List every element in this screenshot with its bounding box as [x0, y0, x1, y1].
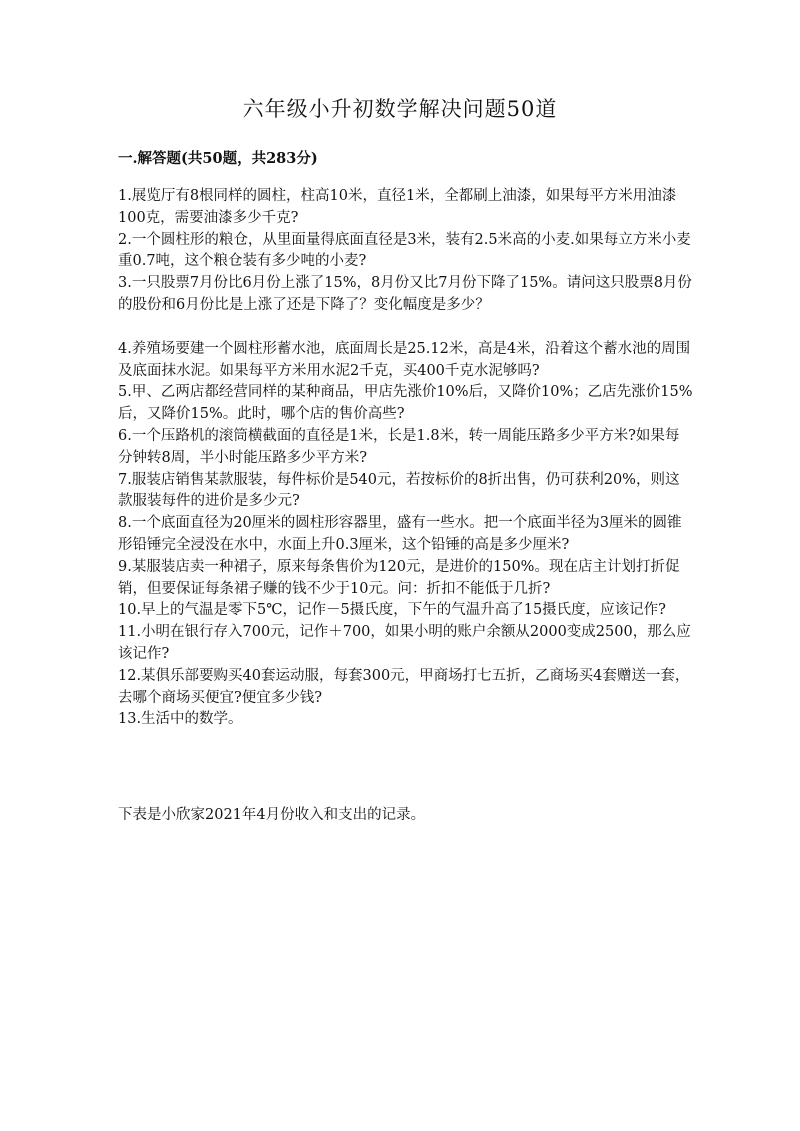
section-heading: 一.解答题(共50题，共283分): [118, 150, 318, 167]
question-item: 12.某俱乐部要购买40套运动服，每套300元，甲商场打七五折，乙商场买4套赠送一套，去哪个商场买便宜?便宜多少钱?: [118, 667, 690, 706]
question-item: 7.服装店销售某款服装，每件标价是540元，若按标价的8折出售，仍可获利20%，则这款服装每件的进价是多少元?: [118, 471, 680, 510]
question-item: 11.小明在银行存入700元，记作＋700，如果小明的账户余额从2000变成2500，那么应该记作?: [118, 624, 691, 662]
question-item: 4.养殖场要建一个圆柱形蓄水池，底面周长是25.12米，高是4米，沿着这个蓄水池的周围及底面抹水泥。如果每平方米用水泥2千克，买400千克水泥够吗?: [118, 340, 691, 379]
question-item: 9.某服装店卖一种裙子，原来每条售价为120元，是进价的150%。现在店主计划打折促销，但要保证每条裙子赚的钱不少于10元。问：折扣不能低于几折?: [118, 558, 680, 597]
question-list: [118, 186, 693, 731]
document-title: 六年级小升初数学解决问题50道: [242, 97, 558, 121]
question-item: 2.一个圆柱形的粮仓，从里面量得底面直径是3米，装有2.5米高的小麦.如果每立方米小麦重0.7吨，这个粮仓装有多少吨的小麦?: [118, 231, 691, 270]
question-item: 6.一个压路机的滚筒横截面的直径是1米，长是1.8米，转一周能压路多少平方米?如果每分钟转8周，半小时能压路多少平方米?: [118, 427, 680, 466]
question-item: 13.生活中的数学。: [118, 711, 243, 728]
question-item: 1.展览厅有8根同样的圆柱，柱高10米，直径1米，全都刷上油漆，如果每平方米用油漆100克，需要油漆多少千克?: [118, 188, 677, 226]
table-intro-text: 下表是小欣家2021年4月份收入和支出的记录。: [118, 807, 426, 823]
question-item: 5.甲、乙两店都经营同样的某种商品，甲店先涨价10%后，又降价10%；乙店先涨价15%后，又降价15%。此时，哪个店的售价高些?: [118, 384, 693, 423]
question-item: 10.早上的气温是零下5℃，记作－5摄氏度，下午的气温升高了15摄氏度，应该记作?: [118, 602, 666, 619]
question-item: 8.一个底面直径为20厘米的圆柱形容器里，盛有一些水。把一个底面半径为3厘米的圆锥形铅锤完全浸没在水中，水面上升0.3厘米，这个铅锤的高是多少厘米?: [118, 515, 682, 553]
question-item: 3.一只股票7月份比6月份上涨了15%，8月份又比7月份下降了15%。请问这只股票8月份的股份和6月份比是上涨了还是下降了？变化幅度是多少？: [118, 275, 692, 313]
